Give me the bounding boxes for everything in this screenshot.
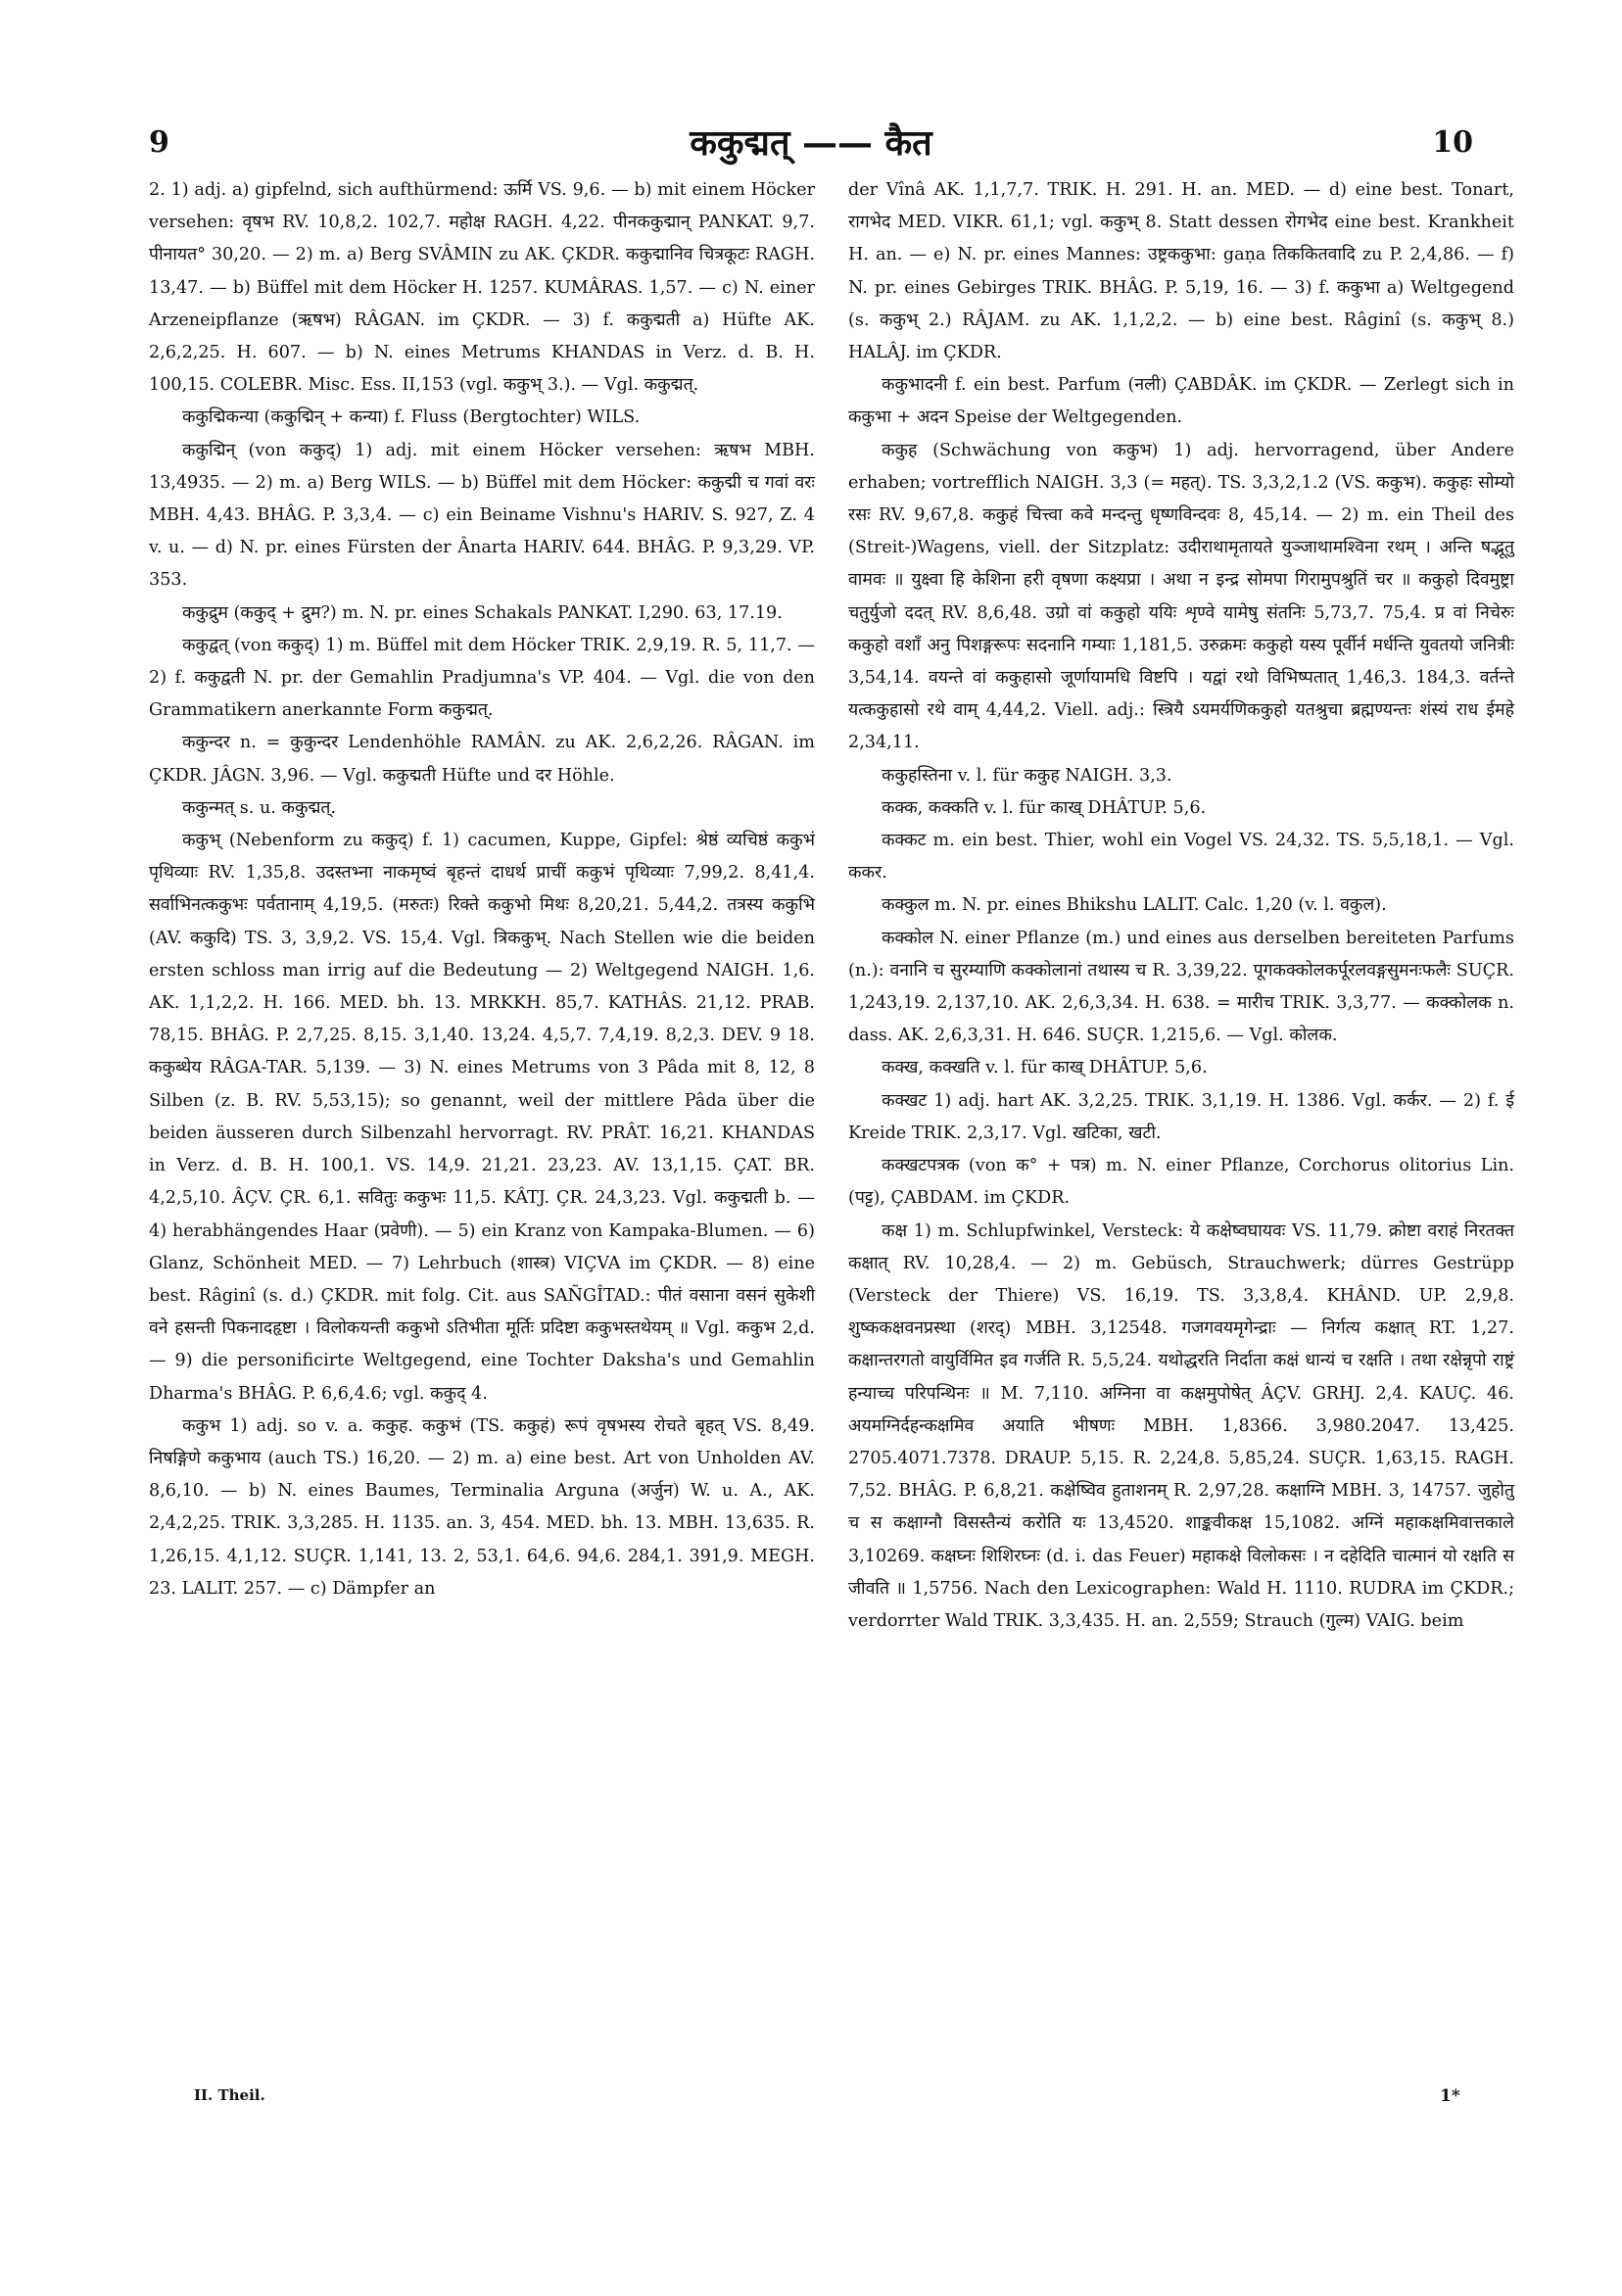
entry-paragraph: ककुह (Schwächung von ककुभ) 1) adj. hervorragend, über Andere erhaben; vortrefflich NAIGH. 3,3 (= महत्). TS. 3,3,2,1.2 (VS. ककुभ). ककुहः सोम्यो रसः RV. 9,67,8. ककुहं चित्त्वा कवे मन्दन्तु धृष्णविन्दवः 8, 45,14. — 2) m. ein Theil des (Streit-)Wagens, viell. der Sitzplatz: उदीराथामृतायते युञ्जाथामश्विना रथम् । अन्ति षद्भूतु वामवः ॥ युक्ष्वा हि केशिना हरी वृषणा कक्ष्यप्रा । अथा न इन्द्र सोमपा गिरामुपश्रुतिं चर ॥ ककुहो दिवमुष्ट्रा चतुर्युजो ददत् RV. 8,6,48. उग्रो वां ककुहो ययिः शृण्वे यामेषु संतनिः 5,73,7. 75,4. प्र वां निचेरुः ककुहो वशाँ अनु पिशङ्गरूपः सदनानि गम्याः 1,181,5. उरुक्रमः ककुहो यस्य पूर्वीर्न मर्धन्ति युवतयो जनित्रीः 3,54,14. वयन्ते वां ककुहासो जूर्णायामधि विष्टपि । यद्वां रथो विभिष्पतात् 1,46,3. 184,3. वर्तन्ते यत्ककुहासो रथे वाम् 4,44,2. Viell. adj.: स्त्रियै ऽयमर्यणिककुहो यतश्रुचा ब्रह्मण्यन्तः शंस्यं राध ईमहे 2,34,11. [848,440,1514,753]
right-column [848,174,1514,1638]
entry-paragraph: ककुहस्तिना v. l. für ककुह NAIGH. 3,3. [882,765,1172,786]
page-number-left: 9 [149,125,169,160]
left-column [149,174,815,1605]
entry-paragraph: 2. 1) adj. a) gipfelnd, sich aufthürmend: ऊर्मि VS. 9,6. — b) mit einem Höcker versehen: वृषभ RV. 10,8,2. 102,7. महोक्ष RAGH. 4,22. पीनककुद्मान् PANKAT. 9,7. पीनायत° 30,20. — 2) m. a) Berg SVÂMIN zu AK. ÇKDR. ककुद्मानिव चित्रकूटः RAGH. 13,47. — b) Büffel mit dem Höcker H. 1257. KUMÂRAS. 1,57. — c) N. einer Arzeneipflanze (ऋषभ) RÂGAN. im ÇKDR. — 3) f. ककुद्मती a) Hüfte AK. 2,6,2,25. H. 607. — b) N. eines Metrums KHANDAS in Verz. d. B. H. 100,15. COLEBR. Misc. Ess. II,153 (vgl. ककुभ् 3.). — Vgl. ककुद्मत्. [149,180,815,396]
entry-paragraph: ककुद्मिन् (von ककुद्) 1) adj. mit einem Höcker versehen: ऋषभ MBH. 13,4935. — 2) m. a) Berg WILS. — b) Büffel mit dem Höcker: ककुद्मी च गवां वरः MBH. 4,43. BHÂG. P. 3,3,4. — c) ein Beiname Vishnu's HARIV. S. 927, Z. 4 v. u. — d) N. pr. eines Fürsten der Ânarta HARIV. 644. BHÂG. P. 9,3,29. VP. 353. [149,440,815,591]
entry-paragraph: der Vînâ AK. 1,1,7,7. TRIK. H. 291. H. an. MED. — d) eine best. Tonart, रागभेद MED. VIKR. 61,1; vgl. ककुभ् 8. Statt dessen रोगभेद eine best. Krankheit H. an. — e) N. pr. eines Mannes: उष्ट्रककुभा: gaṇa तिककितवादि zu P. 2,4,86. — f) N. pr. eines Gebirges TRIK. BHÂG. P. 5,19, 16. — 3) f. ककुभा a) Weltgegend (s. ककुभ् 2.) RÂJAM. zu AK. 1,1,2,2. — b) eine best. Râginî (s. ककुभ् 8.) HALÂJ. im ÇKDR. [848,180,1514,363]
running-head: ककुद्मत् —— कैत [690,122,932,164]
entry-paragraph: कक्कोल N. einer Pflanze (m.) und eines aus derselben bereiteten Parfums (n.): वनानि च सुरम्याणि कक्कोलानां तथास्य च R. 3,39,22. पूगकक्कोलकर्पूरलवङ्गसुमनःफलैः SUÇR. 1,243,19. 2,137,10. AK. 2,6,3,34. H. 638. = मारीच TRIK. 3,3,77. — कक्कोलक n. dass. AK. 2,6,3,31. H. 646. SUÇR. 1,215,6. — Vgl. कोलक. [848,928,1514,1046]
entry-paragraph: ककुद्रुम (ककुद् + द्रुम?) m. N. pr. eines Schakals PANKAT. I,290. 63, 17.19. [182,602,783,623]
entry-paragraph: कक्खट 1) adj. hart AK. 3,2,25. TRIK. 3,1,19. H. 1386. Vgl. कर्कर. — 2) f. ई Kreide TRIK. 2,3,17. Vgl. खटिका, खटी. [848,1090,1514,1143]
entry-paragraph: ककुद्वत् (von ककुद्) 1) m. Büffel mit dem Höcker TRIK. 2,9,19. R. 5, 11,7. — 2) f. ककुद्वती N. pr. der Gemahlin Pradjumna's VP. 404. — Vgl. die von den Grammatikern anerkannte Form ककुद्मत्. [149,635,815,721]
entry-paragraph: ककुन्मत् s. u. ककुद्मत्. [182,797,337,818]
page-number-right: 10 [1432,125,1473,160]
entry-paragraph: ककुद्मिकन्या (ककुद्मिन् + कन्या) f. Fluss (Bergtochter) WILS. [182,407,641,428]
entry-paragraph: कक्कट m. ein best. Thier, wohl ein Vogel VS. 24,32. TS. 5,5,18,1. — Vgl. ककर. [848,831,1514,884]
entry-paragraph: ककुन्दर n. = कुकुन्दर Lendenhöhle RAMÂN. zu AK. 2,6,2,26. RÂGAN. im ÇKDR. JÂGN. 3,96. — Vgl. ककुद्मती Hüfte und दर Höhle. [149,733,815,786]
entry-paragraph: कक्कुल m. N. pr. eines Bhikshu LALIT. Calc. 1,20 (v. l. वकुल). [882,895,1387,916]
entry-paragraph: ककुभादनी f. ein best. Parfum (नली) ÇABDÂK. im ÇKDR. — Zerlegt sich in ककुभा + अदन Speise der Weltgegenden. [848,375,1514,428]
entry-paragraph: कक्क, कक्कति v. l. für काख् DHÂTUP. 5,6. [882,797,1207,818]
signature-right: 1* [1440,2086,1460,2106]
entry-paragraph: कक्खटपत्रक (von क° + पत्र) m. N. einer Pflanze, Corchorus olitorius Lin. (पट्ट), ÇABDAM. im ÇKDR. [848,1156,1514,1209]
entry-paragraph: ककुभ् (Nebenform zu ककुद्) f. 1) cacumen, Kuppe, Gipfel: श्रेष्ठं व्यचिष्ठं ककुभं पृथिव्याः RV. 1,35,8. उदस्तभ्ना नाकमृष्वं बृहन्तं दाधर्थ प्राचीं ककुभं पृथिव्याः 7,99,2. 8,41,4. सर्वाभिनत्ककुभः पर्वतानाम् 4,19,5. (मरुतः) रिक्ते ककुभो मिथः 8,20,21. 5,44,2. तत्रस्य ककुभि (AV. ककुदि) TS. 3, 3,9,2. VS. 15,4. Vgl. त्रिककुभ्. Nach Stellen wie die beiden ersten schloss man irrig auf die Bedeutung — 2) Weltgegend NAIGH. 1,6. AK. 1,1,2,2. H. 166. MED. bh. 13. MRKKH. 85,7. KATHÂS. 21,12. PRAB. 78,15. BHÂG. P. 2,7,25. 8,15. 3,1,40. 13,24. 4,5,7. 7,4,19. 8,2,3. DEV. 9 18. ककुब्धेय RÂGA-TAR. 5,139. — 3) N. eines Metrums von 3 Pâda mit 8, 12, 8 Silben (z. B. RV. 5,53,15); so genannt, weil der mittlere Pâda über die beiden äusseren durch Silbenzahl hervorragt. RV. PRÂT. 16,21. KHANDAS in Verz. d. B. H. 100,1. VS. 14,9. 21,21. 23,23. AV. 13,1,15. ÇAT. BR. 4,2,5,10. ÂÇV. ÇR. 6,1. सवितुः ककुभः 11,5. KÂTJ. ÇR. 24,3,23. Vgl. ककुद्मती b. — 4) herabhängendes Haar (प्रवेणी). — 5) ein Kranz von Kampaka-Blumen. — 6) Glanz, Schönheit MED. — 7) Lehrbuch (शास्त्र) VIÇVA im ÇKDR. — 8) eine best. Râginî (s. d.) ÇKDR. mit folg. Cit. aus SAÑGÎTAD.: पीतं वसाना वसनं सुकेशी वने हसन्ती पिकनादहृष्टा । विलोकयन्ती ककुभो ऽतिभीता मूर्तिः प्रदिष्टा ककुभस्तथेयम् ॥ Vgl. ककुभ 2,d. — 9) die personificirte Weltgegend, eine Tochter Daksha's und Gemahlin Dharma's BHÂG. P. 6,6,4.6; vgl. ककुद् 4. [149,831,815,1404]
entry-paragraph: कक्ख, कक्खति v. l. für काख् DHÂTUP. 5,6. [882,1058,1208,1078]
entry-paragraph: ककुभ 1) adj. so v. a. ककुह. ककुभं (TS. ककुहं) रूपं वृषभस्य रोचते बृहत् VS. 8,49. निषङ्गिणे ककुभाय (auch TS.) 16,20. — 2) m. a) eine best. Art von Unholden AV. 8,6,10. — b) N. eines Baumes, Terminalia Arguna (अर्जुन) W. u. A., AK. 2,4,2,25. TRIK. 3,3,285. H. 1135. an. 3, 454. MED. bh. 13. MBH. 13,635. R. 1,26,15. 4,1,12. SUÇR. 1,141, 13. 2, 53,1. 64,6. 94,6. 284,1. 391,9. MEGH. 23. LALIT. 257. — c) Dämpfer an [149,1415,815,1599]
entry-paragraph: कक्ष 1) m. Schlupfwinkel, Versteck: ये कक्षेष्वघायवः VS. 11,79. क्रोष्टा वराहं निरतक्त कक्षात् RV. 10,28,4. — 2) m. Gebüsch, Strauchwerk; dürres Gestrüpp (Versteck der Thiere) VS. 16,19. TS. 3,3,8,4. KHÂND. UP. 2,9,8. शुष्ककक्षवनप्रस्था (शरद्) MBH. 3,12548. गजगवयमृगेन्द्राः — निर्गत्य कक्षात् RT. 1,27. कक्षान्तरगतो वायुर्विमित इव गर्जति R. 5,5,24. यथोद्धरति निर्दाता कक्षं धान्यं च रक्षति । तथा रक्षेन्नृपो राष्ट्रं हन्याच्च परिपन्थिनः ॥ M. 7,110. अग्निना वा कक्षमुपोषेत् ÂÇV. GRHJ. 2,4. KAUÇ. 46. अयमग्निर्दहन्कक्षमिव अयाति भीषणः MBH. 1,8366. 3,980.2047. 13,425. 2705.4071.7378. DRAUP. 5,15. R. 2,24,8. 5,85,24. SUÇR. 1,63,15. RAGH. 7,52. BHÂG. P. 6,8,21. कक्षेष्विव हुताशनम् R. 2,97,28. कक्षाग्नि MBH. 3, 14757. जुहोतु च स कक्षाग्नौ विसस्तैन्यं करोति यः 13,4520. शाङ्कवीकक्ष 15,1082. अग्निं महाकक्षमिवात्तकाले 3,10269. कक्षघ्नः शिशिरघ्नः (d. i. das Feuer) महाकक्षे विलोकसः । न दहेदिति चात्मानं यो रक्षति स जीवति ॥ 1,5756. Nach den Lexicographen: Wald H. 1110. RUDRA im ÇKDR.; verdorrter Wald TRIK. 3,3,435. H. an. 2,559; Strauch (गुल्म) VAIG. beim [848,1220,1514,1631]
signature-left: II. Theil. [194,2086,265,2104]
